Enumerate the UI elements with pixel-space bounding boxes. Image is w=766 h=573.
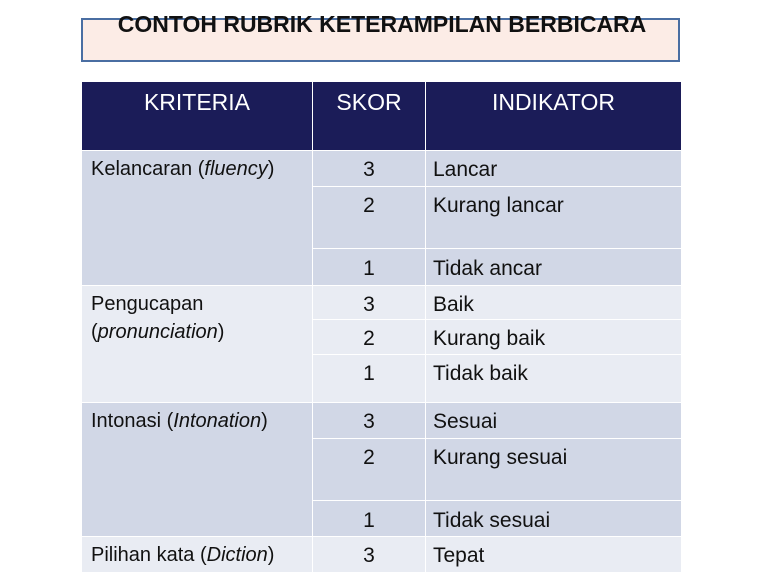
score-cell [313,536,426,572]
criteria-term: fluency [204,157,268,180]
criteria-term: Diction [206,543,268,566]
indicator-cell [426,536,682,572]
score-cell [313,500,426,536]
indicator-text: Tidak ancar [433,256,542,280]
indicator-cell [426,285,682,319]
score-value: 3 [363,292,375,316]
score-cell [313,285,426,319]
table-row [82,402,682,438]
score-value: 3 [363,543,375,567]
criteria-open: ( [91,320,98,343]
indicator-text: Tidak sesuai [433,508,551,532]
indicator-cell [426,500,682,536]
score-value: 3 [363,157,375,181]
score-value: 1 [363,508,375,532]
indicator-text: Tidak baik [433,361,528,385]
score-cell [313,248,426,285]
score-value: 1 [363,256,375,280]
score-cell [313,150,426,186]
indicator-text: Kurang baik [433,326,546,350]
criteria-label: Pengucapan [91,292,204,315]
criteria-diction [82,536,313,572]
indicator-cell [426,354,682,402]
table-row [82,150,682,186]
score-value: 2 [363,326,375,350]
score-value: 2 [363,445,375,469]
score-value: 1 [363,361,375,385]
indicator-text: Sesuai [433,409,498,433]
indicator-cell [426,319,682,354]
indicator-text: Tepat [433,543,485,567]
table-header-row [82,82,682,150]
criteria-term: pronunciation [97,320,218,343]
table-row [82,536,682,572]
criteria-label: Intonasi ( [91,409,174,432]
criteria-fluency [82,150,313,285]
rubric-table [81,82,682,573]
criteria-term: Intonation [173,409,262,432]
indicator-cell [426,150,682,186]
score-cell [313,354,426,402]
header-kriteria: KRITERIA [82,82,313,150]
criteria-close: ) [267,543,275,566]
criteria-label: Kelancaran ( [91,157,205,180]
indicator-text: Kurang lancar [433,193,564,217]
table-row [82,285,682,319]
indicator-text: Kurang sesuai [433,445,568,469]
header-indikator: INDIKATOR [426,82,682,150]
page-title: CONTOH RUBRIK KETERAMPILAN BERBICARA [117,11,647,37]
indicator-cell [426,248,682,285]
indicator-cell [426,438,682,500]
indicator-text: Baik [433,292,474,316]
score-cell [313,319,426,354]
score-cell [313,402,426,438]
indicator-text: Lancar [433,157,498,181]
criteria-label: Pilihan kata ( [91,543,207,566]
score-value: 3 [363,409,375,433]
criteria-close: ) [217,320,225,343]
criteria-pronunciation [82,285,313,402]
header-skor: SKOR [313,82,426,150]
indicator-cell [426,186,682,248]
criteria-close: ) [267,157,275,180]
score-cell [313,438,426,500]
score-value: 2 [363,193,375,217]
indicator-cell [426,402,682,438]
criteria-intonation [82,402,313,536]
criteria-close: ) [261,409,268,432]
score-cell [313,186,426,248]
